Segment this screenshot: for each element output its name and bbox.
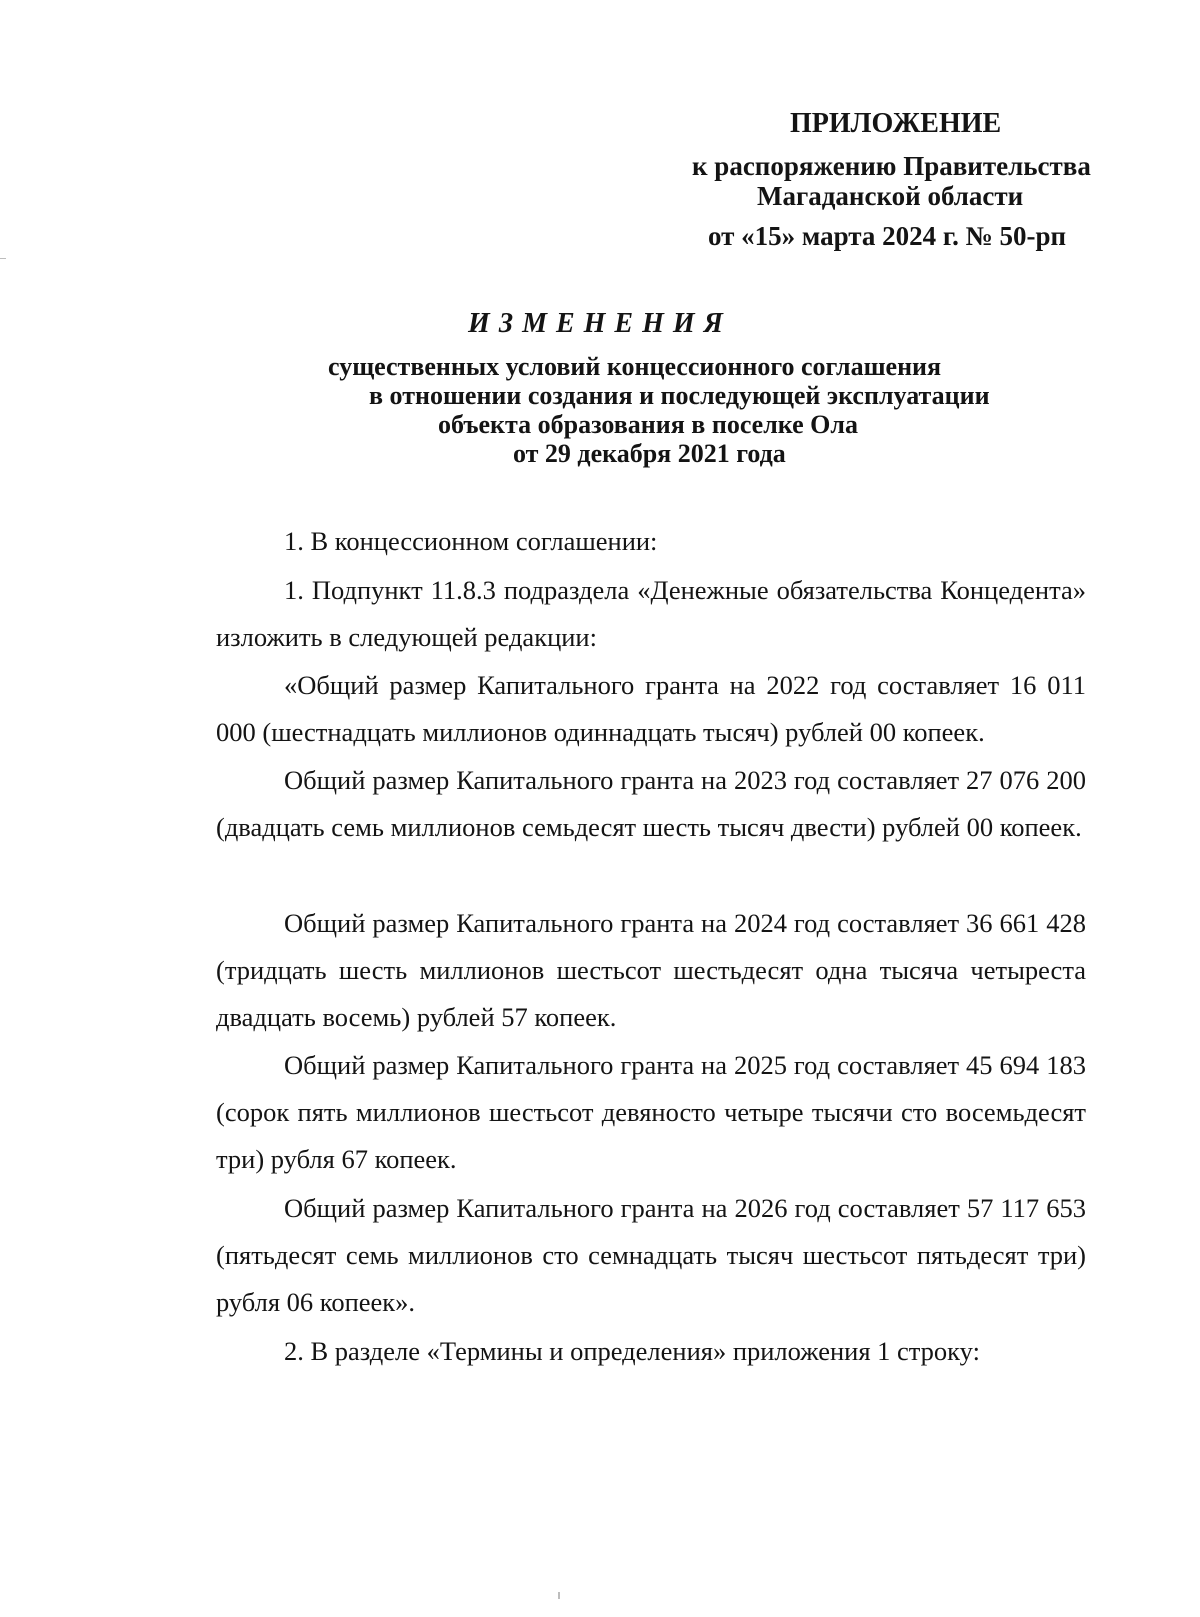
- appendix-region-line: Магаданской области: [757, 181, 1024, 211]
- subtitle-line: от 29 декабря 2021 года: [513, 439, 786, 468]
- scan-mark-left: [0, 258, 6, 259]
- body-paragraph: 1. Подпункт 11.8.3 подраздела «Денежные обязательства Концедента» изложить в следующей редакции:: [216, 575, 1086, 652]
- body-paragraph: Общий размер Капитального гранта на 2026 год составляет 57 117 653 (пятьдесят семь миллионов сто семнадцать тысяч шестьсот пятьдесят три) рубля 06 копеек».: [216, 1193, 1086, 1317]
- body-paragraph: 1. В концессионном соглашении:: [284, 526, 658, 556]
- document-title: ИЗМЕНЕНИЯ: [468, 308, 732, 339]
- appendix-date-line: от «15» марта 2024 г. № 50-рп: [708, 221, 1067, 251]
- appendix-order-line: к распоряжению Правительства: [692, 151, 1091, 181]
- body-paragraph: Общий размер Капитального гранта на 2023 год составляет 27 076 200 (двадцать семь миллионов семьдесят шесть тысяч двести) рублей 00 копеек.: [216, 765, 1086, 842]
- subtitle-line: в отношении создания и последующей эксплуатации: [369, 381, 990, 410]
- scan-mark-bottom: [558, 1592, 560, 1599]
- subtitle-line: существенных условий концессионного соглашения: [328, 352, 942, 381]
- body-paragraph: «Общий размер Капитального гранта на 2022 год составляет 16 011 000 (шестнадцать миллионов одиннадцать тысяч) рублей 00 копеек.: [216, 670, 1086, 747]
- body-paragraph: 2. В разделе «Термины и определения» приложения 1 строку:: [284, 1336, 980, 1366]
- body-paragraph: Общий размер Капитального гранта на 2025 год составляет 45 694 183 (сорок пять миллионов шестьсот девяносто четыре тысячи сто восемьдесят три) рубля 67 копеек.: [216, 1050, 1086, 1174]
- subtitle-line: объекта образования в поселке Ола: [438, 410, 858, 439]
- appendix-label: ПРИЛОЖЕНИЕ: [790, 108, 1002, 139]
- body-paragraph: Общий размер Капитального гранта на 2024 год составляет 36 661 428 (тридцать шесть миллионов шестьсот шестьдесят одна тысяча четыреста двадцать восемь) рублей 57 копеек.: [216, 908, 1086, 1032]
